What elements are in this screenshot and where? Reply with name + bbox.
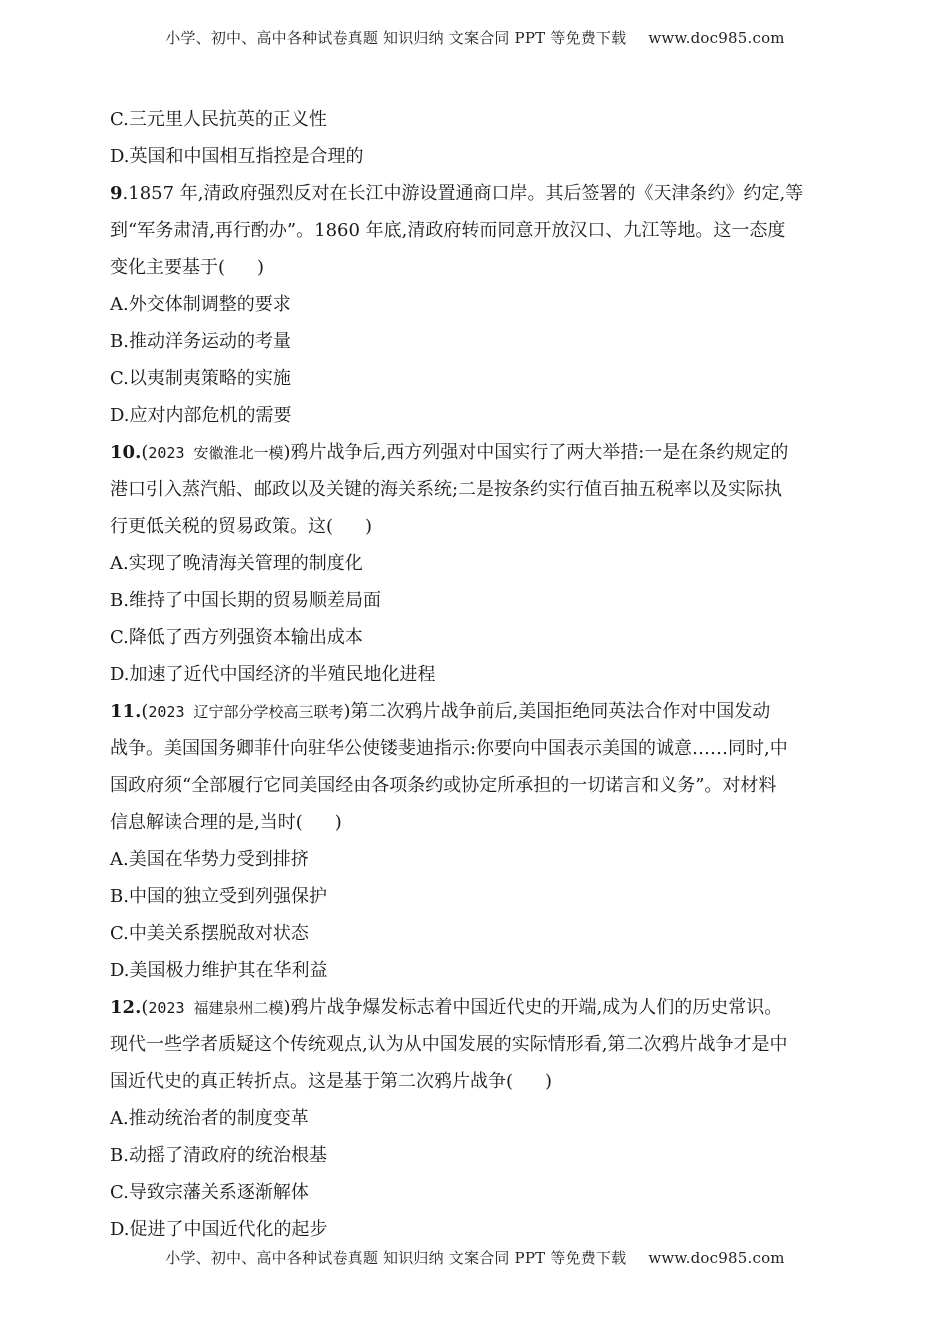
question-stem-line: 变化主要基于( ) (110, 257, 265, 278)
question-10 (110, 434, 842, 693)
question-stem-line: 战争。美国国务卿菲什向驻华公使镂斐迪指示:你要向中国表示美国的诚意……同时,中 (110, 738, 788, 759)
option-line: C.三元里人民抗英的正义性 (110, 109, 327, 130)
option-c: C.以夷制夷策略的实施 (110, 368, 291, 389)
question-stem-line: 9.1857 年,清政府强烈反对在长江中游设置通商口岸。其后签署的《天津条约》约定,等 (110, 183, 804, 204)
page-header (0, 27, 950, 48)
option-d: D.应对内部危机的需要 (110, 405, 292, 426)
question-number: 12 (110, 997, 136, 1018)
footer-url: www.doc985.com (648, 1249, 785, 1267)
option-d: D.美国极力维护其在华利益 (110, 960, 328, 981)
option-b: B.维持了中国长期的贸易顺差局面 (110, 590, 381, 611)
question-number: 9 (110, 183, 123, 204)
question-stem-line: 11.(2023 辽宁部分学校高三联考)第二次鸦片战争前后,美国拒绝同英法合作对中国发动 (110, 701, 771, 722)
option-c: C.导致宗藩关系逐渐解体 (110, 1182, 309, 1203)
question-9 (110, 175, 842, 434)
option-c: C.降低了西方列强资本输出成本 (110, 627, 363, 648)
question-content (110, 101, 842, 1248)
option-d: D.加速了近代中国经济的半殖民地化进程 (110, 664, 436, 685)
question-stem-line: 到“军务肃清,再行酌办”。1860 年底,清政府转而同意开放汉口、九江等地。这一态度 (110, 220, 786, 241)
question-number: 11 (110, 701, 136, 722)
header-url: www.doc985.com (648, 29, 785, 47)
question-stem-line: 现代一些学者质疑这个传统观点,认为从中国发展的实际情形看,第二次鸦片战争才是中 (110, 1034, 788, 1055)
question-source: 2023 福建泉州二模 (148, 999, 284, 1017)
option-a: A.实现了晚清海关管理的制度化 (110, 553, 363, 574)
question-12 (110, 989, 842, 1248)
option-a: A.推动统治者的制度变革 (110, 1108, 309, 1129)
option-b: B.推动洋务运动的考量 (110, 331, 291, 352)
option-d: D.促进了中国近代化的起步 (110, 1219, 328, 1240)
page-footer (0, 1247, 950, 1268)
question-stem-line: 国政府须“全部履行它同美国经由各项条约或协定所承担的一切诺言和义务”。对材料 (110, 775, 777, 796)
question-number: 10 (110, 442, 136, 463)
question-stem-line: 12.(2023 福建泉州二模)鸦片战争爆发标志着中国近代史的开端,成为人们的历史常识。 (110, 997, 783, 1018)
header-text: 小学、初中、高中各种试卷真题 知识归纳 文案合同 PPT 等免费下载 (165, 29, 627, 47)
option-a: A.美国在华势力受到排挤 (110, 849, 309, 870)
question-stem-line: 港口引入蒸汽船、邮政以及关键的海关系统;二是按条约实行值百抽五税率以及实际执 (110, 479, 783, 500)
question-source: 2023 安徽淮北一模 (148, 444, 284, 462)
question-stem-line: 10.(2023 安徽淮北一模)鸦片战争后,西方列强对中国实行了两大举措:一是在条约规定的 (110, 442, 789, 463)
option-b: B.动摇了清政府的统治根基 (110, 1145, 327, 1166)
option-b: B.中国的独立受到列强保护 (110, 886, 327, 907)
question-stem-line: 行更低关税的贸易政策。这( ) (110, 516, 373, 537)
option-line: D.英国和中国相互指控是合理的 (110, 146, 364, 167)
question-11 (110, 693, 842, 989)
question-stem-line: 国近代史的真正转折点。这是基于第二次鸦片战争( ) (110, 1071, 553, 1092)
footer-text: 小学、初中、高中各种试卷真题 知识归纳 文案合同 PPT 等免费下载 (165, 1249, 627, 1267)
question-source: 2023 辽宁部分学校高三联考 (148, 703, 344, 721)
question-stem-line: 信息解读合理的是,当时( ) (110, 812, 342, 833)
option-a: A.外交体制调整的要求 (110, 294, 291, 315)
option-c: C.中美关系摆脱敌对状态 (110, 923, 309, 944)
